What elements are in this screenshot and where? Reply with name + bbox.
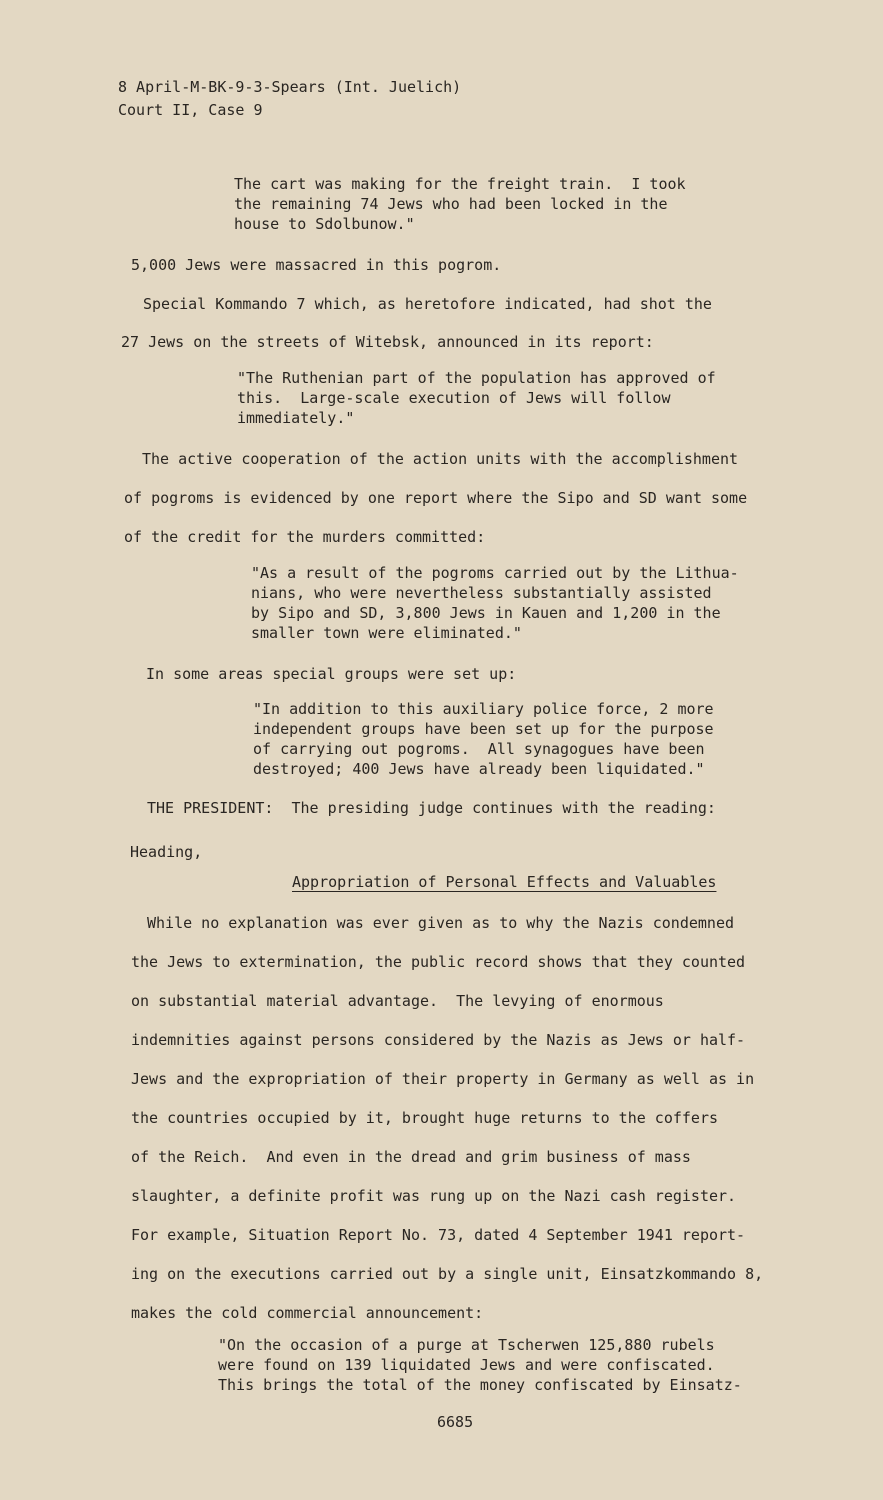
- paragraph-cooperation-line-1: The active cooperation of the action units with the accomplishment: [142, 450, 739, 468]
- quote-line: "On the occasion of a purge at Tscherwen 125,880 rubels: [218, 1336, 715, 1354]
- paragraph-massacre: 5,000 Jews were massacred in this pogrom.: [131, 256, 502, 274]
- quote-line: this. Large-scale execution of Jews will follow: [237, 389, 671, 407]
- body-line-7: of the Reich. And even in the dread and grim business of mass: [131, 1148, 691, 1166]
- paragraph-kommando-line-2: 27 Jews on the streets of Witebsk, announced in its report:: [121, 333, 654, 351]
- paragraph-heading-label: Heading,: [130, 843, 203, 861]
- body-line-11: makes the cold commercial announcement:: [131, 1304, 484, 1322]
- quote-line: house to Sdolbunow.": [234, 215, 415, 233]
- quote-line: nians, who were nevertheless substantially assisted: [251, 584, 712, 602]
- quote-line: the remaining 74 Jews who had been locked in the: [234, 195, 668, 213]
- quote-tscherwen: [218, 1335, 742, 1395]
- paragraph-cooperation-line-2: of pogroms is evidenced by one report where the Sipo and SD want some: [124, 489, 748, 507]
- quote-line: smaller town were eliminated.": [251, 624, 522, 642]
- body-line-4: indemnities against persons considered by the Nazis as Jews or half-: [131, 1031, 746, 1049]
- body-line-6: the countries occupied by it, brought huge returns to the coffers: [131, 1109, 718, 1127]
- body-line-9: For example, Situation Report No. 73, dated 4 September 1941 report-: [131, 1226, 746, 1244]
- header-line-2: Court II, Case 9: [118, 101, 263, 119]
- quote-line: destroyed; 400 Jews have already been liquidated.": [253, 760, 705, 778]
- body-line-5: Jews and the expropriation of their property in Germany as well as in: [131, 1070, 755, 1088]
- body-line-3: on substantial material advantage. The levying of enormous: [131, 992, 664, 1010]
- page-number: 6685: [437, 1413, 474, 1431]
- quote-lithuanians: [251, 563, 739, 643]
- body-line-10: ing on the executions carried out by a single unit, Einsatzkommando 8,: [131, 1265, 764, 1283]
- quote-line: "As a result of the pogroms carried out by the Lithua-: [251, 564, 739, 582]
- header-line-1: 8 April-M-BK-9-3-Spears (Int. Juelich): [118, 78, 462, 96]
- body-line-8: slaughter, a definite profit was rung up on the Nazi cash register.: [131, 1187, 737, 1205]
- paragraph-president: THE PRESIDENT: The presiding judge continues with the reading:: [147, 799, 716, 817]
- paragraph-special-groups: In some areas special groups were set up:: [146, 665, 517, 683]
- quote-line: "The Ruthenian part of the population has approved of: [237, 369, 716, 387]
- body-line-1: While no explanation was ever given as to why the Nazis condemned: [147, 914, 734, 932]
- paragraph-cooperation-line-3: of the credit for the murders committed:: [124, 528, 486, 546]
- paragraph-kommando-line-1: Special Kommando 7 which, as heretofore indicated, had shot the: [143, 295, 712, 313]
- quote-cart: [234, 174, 686, 234]
- body-line-2: the Jews to extermination, the public record shows that they counted: [131, 953, 746, 971]
- quote-line: This brings the total of the money confiscated by Einsatz-: [218, 1376, 742, 1394]
- quote-auxiliary-police: [253, 699, 714, 779]
- quote-line: by Sipo and SD, 3,800 Jews in Kauen and 1,200 in the: [251, 604, 721, 622]
- quote-line: immediately.": [237, 409, 355, 427]
- section-heading: Appropriation of Personal Effects and Valuables: [292, 873, 717, 891]
- quote-line: were found on 139 liquidated Jews and were confiscated.: [218, 1356, 715, 1374]
- quote-ruthenian: [237, 368, 716, 428]
- quote-line: of carrying out pogroms. All synagogues have been: [253, 740, 705, 758]
- quote-line: independent groups have been set up for the purpose: [253, 720, 714, 738]
- quote-line: "In addition to this auxiliary police force, 2 more: [253, 700, 714, 718]
- quote-line: The cart was making for the freight train. I took: [234, 175, 686, 193]
